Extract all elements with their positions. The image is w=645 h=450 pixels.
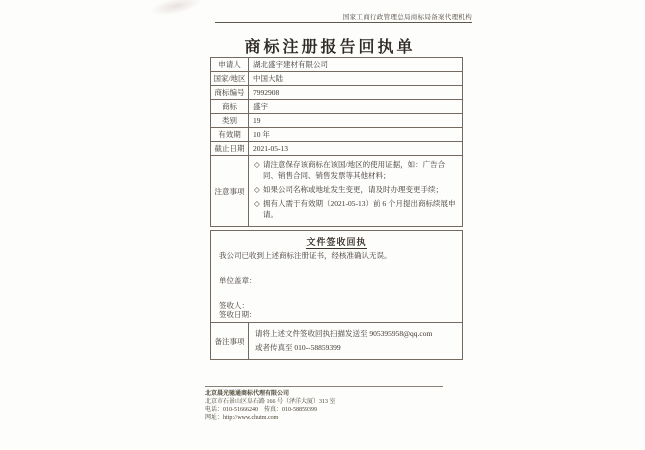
receipt-title-text: 文件签收回执 [306, 237, 367, 247]
receipt-section [210, 230, 463, 360]
table-row-validity [211, 128, 462, 142]
note-text: 如果公司名称或地址发生变更，请及时办理变更手续； [263, 184, 443, 194]
agency-header-note: 国家工商行政管理总局商标局备案代理机构 [342, 14, 472, 21]
agency-website: 网址：http://www.chutm.com [205, 415, 279, 421]
sign-date-label: 签收日期： [219, 310, 257, 319]
row-value: 10 年 [253, 130, 270, 139]
row-label: 类别 [211, 114, 249, 127]
row-label: 商标编号 [211, 86, 249, 99]
table-row-class [211, 114, 462, 128]
receipt-statement: 我公司已收到上述商标注册证书，经核准确认无误。 [219, 251, 392, 260]
table-row-expiry-date [211, 142, 462, 156]
trademark-info-table [210, 57, 463, 227]
remark-label: 备注事项 [211, 323, 249, 360]
header-rule [215, 22, 472, 23]
note-item [254, 199, 457, 221]
row-label: 注意事项 [211, 156, 249, 226]
row-value: 7992908 [253, 88, 280, 97]
remark-value [249, 323, 462, 360]
row-label: 截止日期 [211, 142, 249, 155]
signer-label: 签收人： [219, 301, 249, 310]
row-value: 2021-05-13 [253, 144, 288, 153]
agency-company-name: 北京晨光驰通商标代理有限公司 [205, 391, 290, 397]
agency-phone-fax: 电话：010-51666240 传真：010-58859399 [205, 407, 317, 413]
row-value: 盛宇 [253, 102, 268, 111]
table-row-notes [211, 156, 462, 226]
note-text: 请注意保存该商标在该国/地区的使用证据，如：广告合同、销售合同、销售发票等其他材料； [263, 160, 446, 180]
table-row-applicant [211, 58, 462, 72]
row-label: 有效期 [211, 128, 249, 141]
scan-smudge [149, 0, 203, 19]
note-text: 拥有人需于有效期（2021-05-13）前 6 个月提出商标续展申请。 [263, 198, 456, 219]
document-title: 商标注册报告回执单 [244, 39, 416, 56]
diamond-bullet-icon: ◇ [254, 160, 260, 169]
row-value: 中国大陆 [253, 74, 283, 83]
agency-address: 北京市石景山区阜石路 166 号（泽洋大厦）313 室 [205, 399, 336, 405]
table-row-trademark [211, 100, 462, 114]
table-row-country [211, 72, 462, 86]
company-seal-label: 单位盖章： [219, 276, 257, 285]
table-row-trademark-number [211, 86, 462, 100]
row-value: 19 [253, 116, 261, 125]
note-item [254, 160, 457, 182]
note-item [254, 185, 457, 196]
row-label: 申请人 [211, 58, 249, 71]
row-value: 湖北盛宇建材有限公司 [253, 60, 328, 69]
diamond-bullet-icon: ◇ [254, 184, 260, 194]
notes-list [249, 156, 462, 226]
diamond-bullet-icon: ◇ [254, 198, 260, 208]
remark-line: 请将上述文件签收回执扫描发送至 905395958@qq.com [255, 329, 433, 338]
receipt-title [211, 235, 462, 248]
row-label: 商标 [211, 100, 249, 113]
remark-row [211, 323, 462, 360]
receipt-body [211, 231, 462, 323]
remark-line: 或者传真至 010--58859399 [255, 343, 341, 353]
row-label: 国家/地区 [211, 72, 249, 85]
agency-footer [205, 386, 443, 422]
